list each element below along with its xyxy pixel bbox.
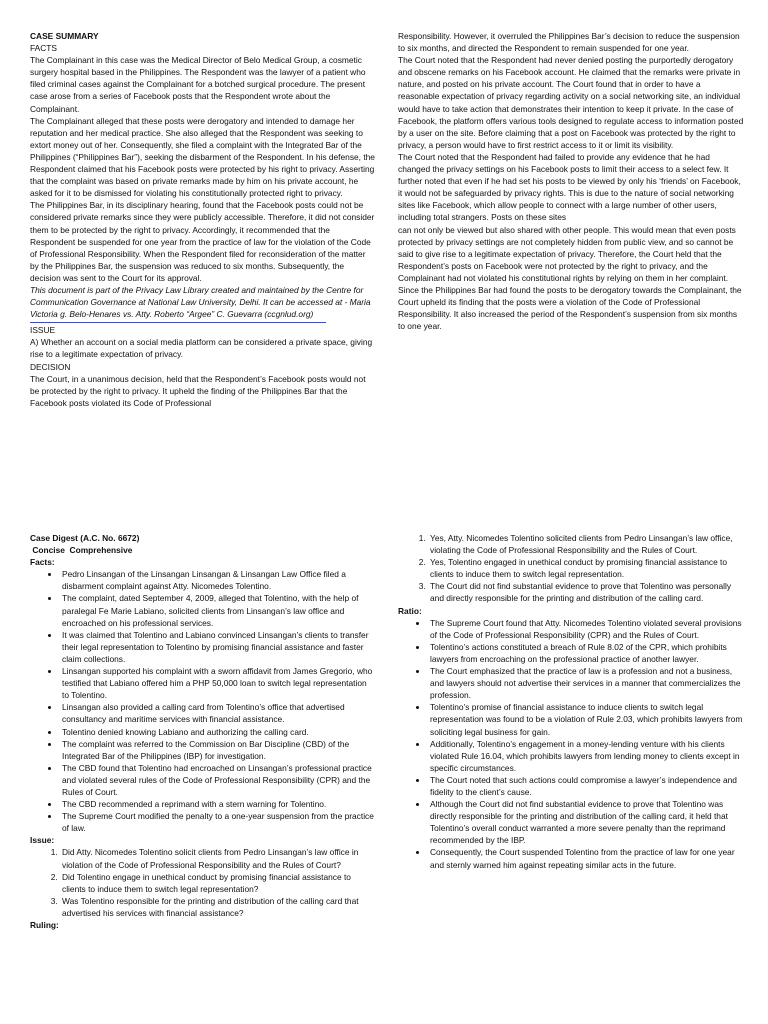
list-item: • The CBD found that Tolentino had encroached on Linsangan’s professional practice and violated several rules of the Code of Professional Responsibility (CPR) and the Rules of Court.	[60, 762, 375, 798]
digest-ratio-list	[398, 617, 743, 871]
issue-label: ISSUE	[30, 325, 56, 336]
list-item: • The Supreme Court modified the penalty to a one-year suspension from the practice of law.	[60, 810, 375, 834]
list-item: • The complaint, dated September 4, 2009, alleged that Tolentino, with the help of paralegal Fe Marie Labiano, solicited clients from Linsangan’s law office and encroached on his professional services.	[60, 592, 375, 628]
list-item: • The Court emphasized that the practice of law is a profession and not a business, and lawyers should not advertise their services in a manner that commercializes the profession.	[428, 665, 743, 701]
facts-paragraph: The Complainant in this case was the Medical Director of Belo Medical Group, a cosmetic surgery hospital based in the Philippines. The Respondent was the lawyer of a patient who filed criminal cases against the Complainant for a botched surgical procedure. The present case arose from a series of Facebook posts that the Respondent wrote about the Complainant.	[30, 55, 366, 114]
issue-text: A) Whether an account on a social media platform can be considered a private space, giving rise to a legitimate expectation of privacy.	[30, 337, 373, 360]
list-item: • The complaint was referred to the Commission on Bar Discipline (CBD) of the Integrated Bar of the Philippines (IBP) for investigation.	[60, 738, 375, 762]
digest-facts-list	[30, 568, 375, 834]
list-item: • Although the Court did not find substantial evidence to prove that Tolentino was directly responsible for the printing and distribution of the calling card, it held that Tolentino’s overall conduct warranted a more severe penalty than the reprimand recommended by the IBP.	[428, 798, 743, 846]
digest-rulings-list	[398, 532, 743, 605]
list-item: • It was claimed that Tolentino and Labiano convinced Linsangan’s clients to transfer their legal representation to Tolentino by promising financial assistance and faster claim collections.	[60, 629, 375, 665]
decision-paragraph: The Court noted that the Respondent had never denied posting the purportedly derogatory and obscene remarks on his Facebook account. He claimed that the remarks were private in nature, and posted on his private account. The Court found that in order to have a reasonable expectation of privacy regarding activity on a social networking site, an individual would have to take action that demonstrates their intention to keep it private. In the case of Facebook, the platform offers various tools designed to regulate access to information posted by a user on the site. Before claiming that a post on Facebook was protected by the right to privacy, a person would have to first restrict access to it or limit its visibility.	[398, 55, 744, 150]
decision-label: DECISION	[30, 361, 71, 372]
digest-issue-label: Issue:	[30, 835, 55, 846]
decision-paragraph: The Court noted that the Respondent had failed to provide any evidence that he had changed the privacy settings on his Facebook posts to limit their access to a select few. It further noted that even if he had set his posts to be viewed by only his ‘friends’ on Facebook, it would not be safeguarded by privacy rights. This is due to the nature of social networking sites like Facebook, which allow people to connect with a large number of other users, including total strangers. Posts on these sites	[398, 151, 741, 223]
list-item: 2. Did Tolentino engage in unethical conduct by promising financial assistance to clients to induce them to switch legal representation?	[60, 871, 375, 895]
digest-right-column	[398, 532, 743, 871]
summary-right-column	[398, 30, 744, 332]
digest-left-column	[30, 532, 375, 931]
list-item: 3. The Court did not find substantial evidence to prove that Tolentino was personally and directly responsible for the printing and distribution of the calling card.	[428, 580, 743, 604]
digest-facts-label: Facts:	[30, 557, 55, 568]
facts-paragraph: The Philippines Bar, in its disciplinary hearing, found that the Facebook posts could not be considered private remarks since they were publicly accessible. Therefore, it did not consider them to be protected by the right to privacy. Accordingly, it recommended that the Respondent be suspended for one year from the practice of law for the violation of the Code of Professional Responsibility. When the Respondent filed for reconsideration of the matter by the Philippines Bar, the suspension was reduced to six months. Subsequently, the decision was sent to the Court for its approval.	[30, 200, 375, 283]
digest-view-tabs: Concise Comprehensive	[30, 545, 133, 556]
divider-line	[30, 322, 326, 323]
list-item: • The Supreme Court found that Atty. Nicomedes Tolentino violated several provisions of the Code of Professional Responsibility (CPR) and the Rules of Court.	[428, 617, 743, 641]
list-item: 1. Yes, Atty. Nicomedes Tolentino solicited clients from Pedro Linsangan’s law office, violating the Code of Professional Responsibility and the Rules of Court.	[428, 532, 743, 556]
summary-heading: CASE SUMMARY	[30, 31, 99, 41]
list-item: • Additionally, Tolentino’s engagement in a money-lending venture with his clients violated Rule 16.04, which prohibits lawyers from lending money to clients except in specific circumstances.	[428, 738, 743, 774]
list-item: 2. Yes, Tolentino engaged in unethical conduct by promising financial assistance to clients to induce them to switch legal representation.	[428, 556, 743, 580]
list-item: • The Court noted that such actions could compromise a lawyer’s independence and fidelity to the client’s cause.	[428, 774, 743, 798]
list-item: • Tolentino’s actions constituted a breach of Rule 8.02 of the CPR, which prohibits lawyers from encroaching on the professional practice of another lawyer.	[428, 641, 743, 665]
digest-ruling-label: Ruling:	[30, 920, 59, 930]
summary-left-column	[30, 30, 376, 409]
decision-text: The Court, in a unanimous decision, held that the Respondent’s Facebook posts would not be protected by the right to privacy. It upheld the finding of the Philippines Bar that the Facebook posts violated its Code of Professional	[30, 373, 366, 408]
library-note: This document is part of the Privacy Law Library created and maintained by the Centre for Communication Governance at National Law University, Delhi. It can be accessed at - Maria Victoria g. Belo-Henares vs. Atty. Roberto “Argee” C. Guevarra (ccgnlud.org)	[30, 284, 371, 320]
list-item: • Tolentino’s promise of financial assistance to induce clients to switch legal representation was found to be a violation of Rule 2.03, which prohibits lawyers from soliciting legal business for gain.	[428, 701, 743, 737]
decision-paragraph: can not only be viewed but also shared with other people. This would mean that even posts protected by privacy settings are not completely hidden from public view, and so cannot be said to give rise to a legitimate expectation of privacy. Therefore, the Court held that the Respondent’s posts on Facebook were not protected by the right to privacy, and the Complainant had not violated his constitutional rights by relying on them in her complaint. Since the Philippines Bar had found the posts to be derogatory towards the Complainant, the Court upheld its finding that the posts were a violation of the Code of Professional Responsibility. It also increased the period of the Respondent’s suspension from six months to one year.	[398, 224, 742, 332]
list-item: • Pedro Linsangan of the Linsangan Linsangan & Linsangan Law Office filed a disbarment complaint against Atty. Nicomedes Tolentino.	[60, 568, 375, 592]
list-item: 1. Did Atty. Nicomedes Tolentino solicit clients from Pedro Linsangan’s law office in violation of the Code of Professional Responsibility and the Rules of Court?	[60, 846, 375, 870]
list-item: • Linsangan also provided a calling card from Tolentino’s office that advertised consultancy and maritime services with financial assistance.	[60, 701, 375, 725]
digest-title: Case Digest (A.C. No. 6672)	[30, 533, 140, 543]
list-item: • Consequently, the Court suspended Tolentino from the practice of law for one year and sternly warned him against repeating similar acts in the future.	[428, 846, 743, 870]
list-item: • The CBD recommended a reprimand with a stern warning for Tolentino.	[60, 798, 375, 810]
digest-issues-list	[30, 846, 375, 919]
list-item: • Linsangan supported his complaint with a sworn affidavit from James Gregorio, who testified that Labiano offered him a PHP 50,000 loan to switch legal representation to Tolentino.	[60, 665, 375, 701]
facts-label: FACTS	[30, 43, 57, 54]
list-item: • Tolentino denied knowing Labiano and authorizing the calling card.	[60, 726, 375, 738]
list-item: 3. Was Tolentino responsible for the printing and distribution of the calling card that advertised his services with financial assistance?	[60, 895, 375, 919]
digest-ratio-label: Ratio:	[398, 605, 422, 616]
decision-paragraph: Responsibility. However, it overruled the Philippines Bar’s decision to reduce the suspension to six months, and directed the Respondent to remain suspended for one year.	[398, 31, 740, 54]
facts-paragraph: The Complainant alleged that these posts were derogatory and intended to damage her reputation and her medical practice. She also alleged that the Respondent was seeking to extort money out of her. Consequently, she filed a complaint with the Integrated Bar of the Philippines (“Philippines Bar”), seeking the disbarment of the Respondent. In his defense, the Respondent claimed that his Facebook posts were protected by his right to privacy. Asserting that the complaint was based on private remarks made by him on his private account, he asked for it to be dismissed for violating his constitutionally protected right to privacy.	[30, 115, 375, 199]
